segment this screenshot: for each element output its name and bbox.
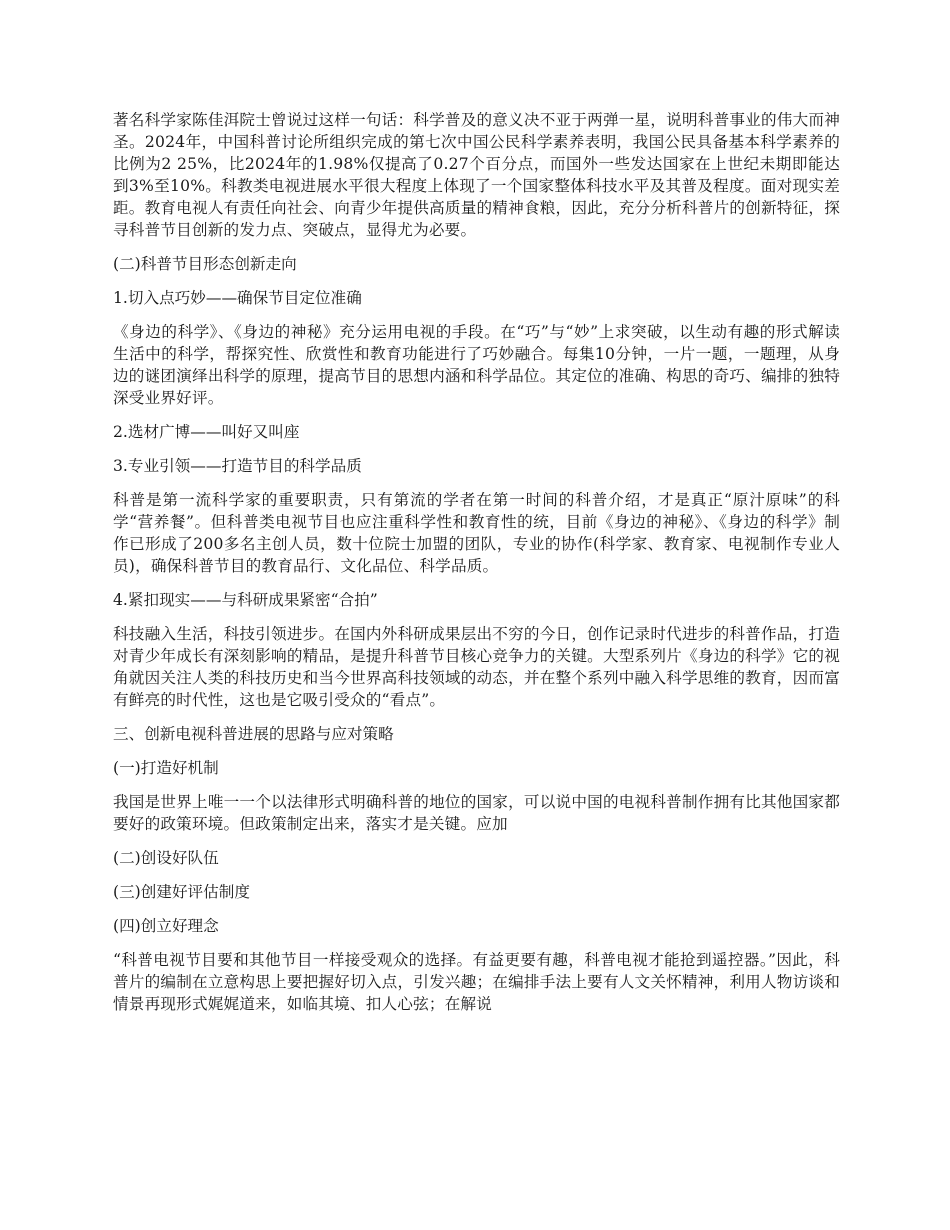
intro-paragraph: 著名科学家陈佳洱院士曾说过这样一句话：科学普及的意义决不亚于两弹一星，说明科普事业的伟大而神圣。2024年，中国科普讨论所组织完成的第七次中国公民科学素养表明，我国公民具备基本科学素养的比例为2 25%，比2024年的1.98%仅提高了0.27个百分点，而国外一些发达国家在上世纪未期即能达到3%至10%。科教类电视进展水平很大程度上体现了一个国家整体科技水平及其普及程度。面对现实差距。教育电视人有责任向社会、向青少年提供高质量的精神食粮，因此，充分分析科普片的创新特征，探寻科普节目创新的发力点、突破点，显得尤为必要。 — [113, 111, 840, 239]
subheading-1: 1.切入点巧妙——确保节目定位准确 — [113, 289, 362, 307]
strategy-heading-2: (二)创设好队伍 — [113, 849, 219, 867]
subheading-3: 3.专业引领——打造节目的科学品质 — [113, 457, 362, 475]
subheading-4: 4.紧扣现实——与科研成果紧密“合拍” — [113, 591, 378, 609]
paragraph-4: 科技融入生活，科技引领进步。在国内外科研成果层出不穷的今日，创作记录时代进步的科普作品，打造对青少年成长有深刻影响的精品，是提升科普节目核心竞争力的关键。大型系列片《身边的科学》它的视角就因关注人类的科技历史和当今世界高科技领域的动态，并在整个系列中融入科学思维的教育，因而富有鲜亮的时代性，这也是它吸引受众的“看点”。 — [113, 625, 840, 709]
strategy-paragraph-1: 我国是世界上唯一一个以法律形式明确科普的地位的国家，可以说中国的电视科普制作拥有比其他国家都要好的政策环境。但政策制定出来，落实才是关键。应加 — [113, 793, 840, 833]
paragraph-3: 科普是第一流科学家的重要职责，只有第流的学者在第一时间的科普介绍，才是真正“原汁原味”的科学“营养餐”。但科普类电视节目也应注重科学性和教育性的统，目前《身边的神秘》、《身边的科学》制作已形成了200多名主创人员，数十位院士加盟的团队，专业的协作(科学家、教育家、电视制作专业人员)，确保科普节目的教育品行、文化品位、科学品质。 — [113, 491, 840, 575]
section-heading-3: 三、创新电视科普进展的思路与应对策略 — [113, 725, 394, 743]
paragraph-1: 《身边的科学》、《身边的神秘》充分运用电视的手段。在“巧”与“妙”上求突破，以生动有趣的形式解读生活中的科学，帮探究性、欣赏性和教育功能进行了巧妙融合。每集10分钟，一片一题，一题理，从身边的谜团演绎出科学的原理，提高节目的思想内涵和科学品位。其定位的准确、构思的奇巧、编排的独特深受业界好评。 — [113, 323, 840, 407]
subheading-2: 2.选材广博——叫好又叫座 — [113, 423, 300, 441]
strategy-heading-4: (四)创立好理念 — [113, 917, 219, 935]
section-heading-2: (二)科普节目形态创新走向 — [113, 255, 297, 273]
strategy-paragraph-4: “科普电视节目要和其他节目一样接受观众的选择。有益更要有趣，科普电视才能抢到遥控器。”因此，科普片的编制在立意构思上要把握好切入点，引发兴趣；在编排手法上要有人文关怀精神，利用人物访谈和情景再现形式娓娓道来，如临其境、扣人心弦；在解说 — [113, 951, 840, 1013]
strategy-heading-1: (一)打造好机制 — [113, 759, 219, 777]
strategy-heading-3: (三)创建好评估制度 — [113, 883, 250, 901]
document-page — [113, 109, 840, 1027]
